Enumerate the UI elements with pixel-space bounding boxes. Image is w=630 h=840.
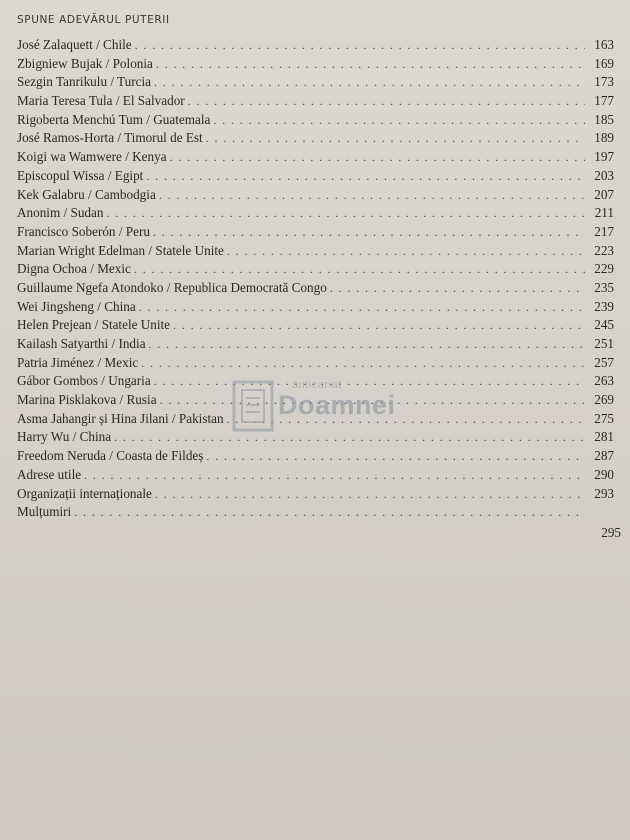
toc-leader-dots (206, 447, 585, 466)
toc-entry (17, 186, 614, 205)
toc-entry (17, 503, 614, 522)
toc-entry-title: Helen Prejean / Statele Unite (17, 317, 171, 333)
toc-entry (17, 466, 614, 485)
toc-leader-dots (170, 148, 585, 167)
toc-entry-title: Anonim / Sudan (17, 205, 104, 221)
toc-entry-page: 223 (594, 242, 614, 258)
toc-entry-page: 207 (594, 186, 614, 202)
toc-leader-dots (135, 36, 585, 55)
toc-leader-dots (146, 167, 585, 186)
toc-leader-dots (213, 111, 585, 130)
table-of-contents (17, 36, 614, 522)
toc-entry (17, 167, 614, 186)
toc-entry-title: Patria Jiménez / Mexic (17, 354, 139, 370)
toc-leader-dots (141, 354, 585, 373)
toc-leader-dots (173, 316, 585, 335)
running-header: SPUNE ADEVĂRUL PUTERII (17, 14, 170, 26)
toc-leader-dots (160, 391, 585, 410)
toc-entry-title: Francisco Soberón / Peru (17, 223, 150, 239)
toc-entry (17, 92, 614, 111)
toc-entry (17, 73, 614, 92)
toc-entry-page: 275 (594, 410, 614, 426)
toc-entry (17, 298, 614, 317)
toc-entry (17, 223, 614, 242)
toc-entry-page: 217 (594, 223, 614, 239)
toc-entry (17, 410, 614, 429)
toc-entry-title: Zbigniew Bujak / Polonia (17, 55, 153, 71)
toc-leader-dots (330, 279, 585, 298)
toc-entry (17, 447, 614, 466)
toc-leader-dots (84, 466, 585, 485)
toc-entry-page: 287 (594, 448, 614, 464)
toc-entry (17, 354, 614, 373)
toc-entry-page: 203 (594, 167, 614, 183)
toc-entry-page: 245 (594, 317, 614, 333)
toc-entry-page: 189 (594, 130, 614, 146)
toc-entry (17, 316, 614, 335)
toc-entry-title: Organizații internaționale (17, 485, 152, 501)
toc-entry-title: Maria Teresa Tula / El Salvador (17, 93, 185, 109)
toc-entry (17, 428, 614, 447)
toc-entry-title: Adrese utile (17, 466, 82, 482)
toc-entry-page: 263 (594, 373, 614, 389)
toc-entry (17, 148, 614, 167)
toc-entry-title: Digna Ochoa / Mexic (17, 261, 131, 277)
toc-entry (17, 260, 614, 279)
toc-entry-title: Episcopul Wissa / Egipt (17, 167, 144, 183)
toc-entry-title: José Ramos-Horta / Timorul de Est (17, 130, 203, 146)
toc-entry-page: 169 (594, 55, 614, 71)
toc-entry-title: Kailash Satyarthi / India (17, 336, 146, 351)
toc-entry-title: Sezgin Tanrikulu / Turcia (17, 74, 151, 90)
toc-entry (17, 372, 614, 391)
toc-leader-dots (74, 503, 585, 522)
toc-entry (17, 242, 614, 261)
toc-leader-dots (155, 485, 585, 504)
toc-entry-page: 295 (601, 525, 621, 540)
toc-entry-title: Harry Wu / China (17, 429, 112, 445)
toc-entry-title: Gábor Gombos / Ungaria (17, 373, 151, 389)
toc-entry (17, 36, 614, 55)
toc-entry (17, 391, 614, 410)
toc-entry-title: Marian Wright Edelman / Statele Unite (17, 242, 224, 258)
toc-leader-dots (154, 372, 585, 391)
toc-entry-title: Freedom Neruda / Coasta de Fildeș (17, 448, 204, 464)
toc-entry-page: 211 (594, 205, 614, 221)
toc-leader-dots (139, 298, 585, 317)
toc-entry-title: Marina Pisklakova / Rusia (17, 392, 157, 408)
toc-entry-page: 281 (594, 429, 614, 445)
toc-entry-page: 197 (594, 149, 614, 165)
toc-leader-dots (114, 428, 585, 447)
toc-entry-title: Kek Galabru / Cambodgia (17, 186, 156, 202)
toc-entry (17, 55, 614, 74)
toc-leader-dots (156, 55, 585, 74)
toc-leader-dots (206, 129, 585, 148)
toc-entry-title: José Zalaquett / Chile (17, 37, 132, 52)
toc-entry-page: 239 (594, 298, 614, 314)
toc-entry-title: Koigi wa Wamwere / Kenya (17, 149, 167, 165)
toc-leader-dots (106, 204, 585, 223)
toc-entry-title: Wei Jingsheng / China (17, 298, 136, 314)
toc-entry (17, 335, 614, 354)
toc-leader-dots (154, 73, 585, 92)
toc-entry-page: 235 (594, 279, 614, 295)
toc-leader-dots (188, 92, 585, 111)
toc-entry-page: 251 (594, 336, 614, 351)
toc-entry-title: Asma Jahangir și Hina Jilani / Pakistan (17, 410, 224, 426)
toc-leader-dots (227, 242, 585, 261)
toc-entry-page: 229 (594, 261, 614, 277)
toc-entry-page: 185 (594, 111, 614, 127)
toc-entry-page: 290 (594, 466, 614, 482)
toc-leader-dots (134, 260, 585, 279)
toc-entry-page: 269 (594, 392, 614, 408)
watermark-line-2: Doamnei (278, 390, 396, 420)
toc-leader-dots (153, 223, 585, 242)
toc-entry (17, 111, 614, 130)
toc-entry-page: 173 (594, 74, 614, 90)
toc-entry-title: Guillaume Ngefa Atondoko / Republica Democrată Congo (17, 279, 327, 295)
toc-entry-page: 293 (594, 485, 614, 501)
toc-entry-page: 163 (594, 37, 614, 52)
toc-entry (17, 129, 614, 148)
toc-leader-dots (227, 410, 585, 429)
toc-leader-dots (159, 186, 585, 205)
toc-entry (17, 204, 614, 223)
watermark-line-1: anticariat (292, 379, 342, 391)
toc-entry (17, 279, 614, 298)
toc-leader-dots (149, 335, 585, 354)
toc-entry-title: Mulțumiri (17, 504, 72, 520)
toc-entry (17, 485, 614, 504)
toc-entry-page: 257 (594, 354, 614, 370)
toc-entry-page: 177 (594, 93, 614, 109)
toc-entry-title: Rigoberta Menchú Tum / Guatemala (17, 111, 211, 127)
